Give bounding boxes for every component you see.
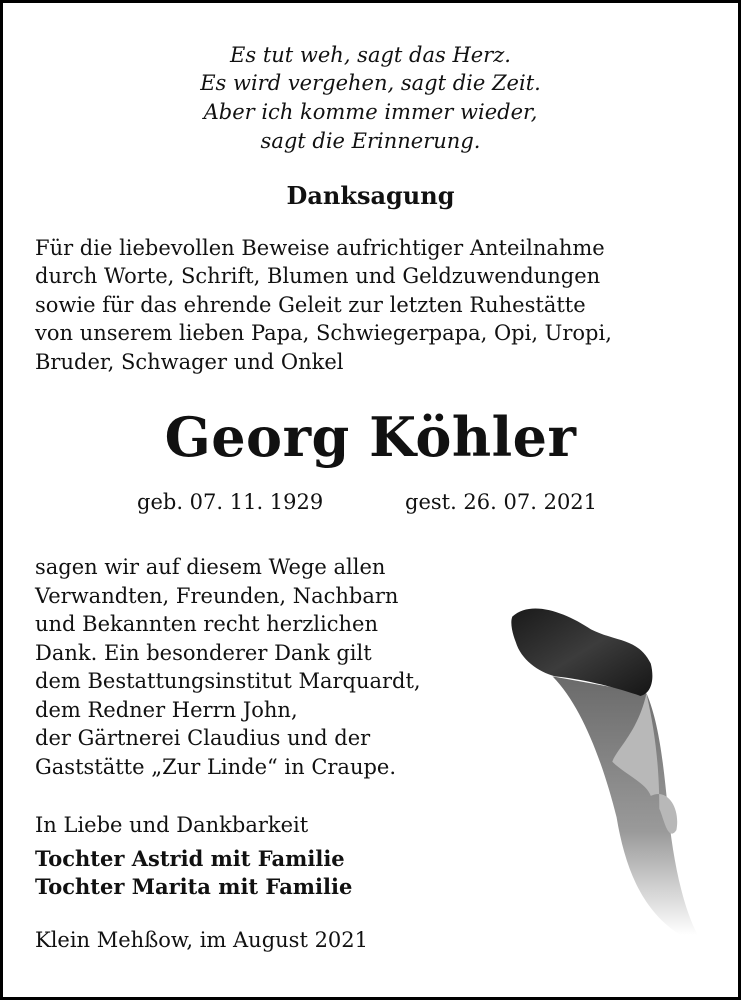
place-date: Klein Mehßow, im August 2021: [35, 928, 369, 952]
intro-line: sowie für das ehrende Geleit zur letzten Ruhestätte: [35, 293, 586, 317]
thanks-line: der Gärtnerei Claudius und der: [35, 726, 371, 750]
poem-line: sagt die Erinnerung.: [260, 129, 481, 153]
intro-line: von unserem lieben Papa, Schwiegerpapa, Opi, Uropi,: [35, 321, 612, 345]
thanks-line: Gaststätte „Zur Linde“ in Craupe.: [35, 755, 397, 779]
signatory: Tochter Astrid mit Familie: [35, 846, 345, 871]
intro-line: Für die liebevollen Beweise aufrichtiger Anteilnahme: [35, 236, 605, 260]
signatory: Tochter Marita mit Familie: [35, 874, 353, 899]
lily-stem: [553, 676, 698, 935]
thanks-line: dem Bestattungsinstitut Marquardt,: [35, 669, 421, 693]
poem-line: Es wird vergehen, sagt die Zeit.: [200, 71, 541, 95]
deceased-name: Georg Köhler: [164, 405, 577, 469]
intro-line: durch Worte, Schrift, Blumen und Geldzuwendungen: [35, 264, 601, 288]
intro-line: Bruder, Schwager und Onkel: [35, 350, 344, 374]
death-date: gest. 26. 07. 2021: [405, 490, 598, 514]
notice-title: Danksagung: [286, 181, 455, 210]
thanks-line: und Bekannten recht herzlichen: [35, 612, 378, 636]
poem-line: Es tut weh, sagt das Herz.: [230, 43, 511, 67]
birth-date: geb. 07. 11. 1929: [137, 490, 324, 514]
thanks-line: dem Redner Herrn John,: [35, 698, 298, 722]
thanks-line: Verwandten, Freunden, Nachbarn: [35, 584, 399, 608]
calla-lily-image: [497, 571, 702, 961]
thanks-line: sagen wir auf diesem Wege allen: [35, 555, 386, 579]
thanks-line: Dank. Ein besonderer Dank gilt: [35, 641, 372, 665]
closing-text: In Liebe und Dankbarkeit: [35, 813, 309, 837]
poem-line: Aber ich komme immer wieder,: [203, 100, 538, 124]
